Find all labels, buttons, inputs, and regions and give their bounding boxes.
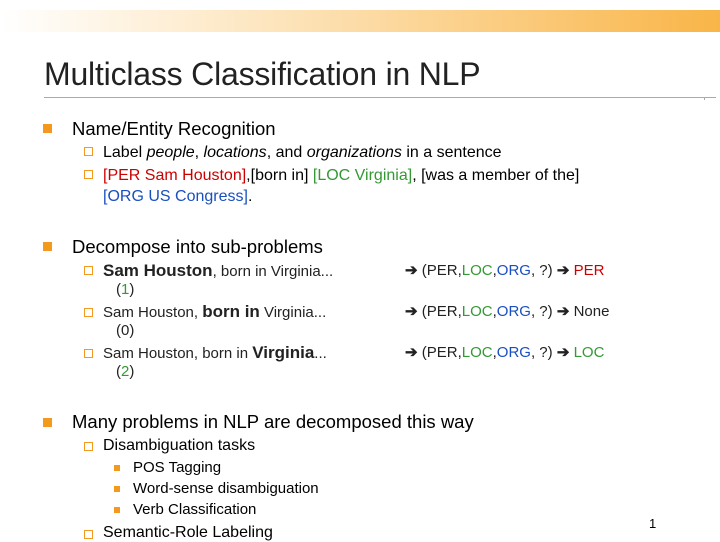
square-bullet-icon [43,124,52,133]
tuple-comma: , [492,262,497,279]
context-text: ... [314,345,327,362]
arrow-right-icon: ➔ [556,303,570,320]
hollow-square-bullet-icon [84,530,93,539]
tuple-org: ORG [496,344,531,361]
text-member-of: , [was a member of the] [412,167,580,184]
text-period: . [247,188,253,205]
focus-word: Virginia [252,343,315,362]
index-number: 0 [121,322,130,339]
arrow-right-icon: ➔ [405,262,418,279]
result-label: None [573,303,610,320]
paren: ( [116,363,121,380]
bullet-many-problems: Many problems in NLP are decomposed this way [72,411,474,432]
tuple-loc: LOC [461,303,493,320]
header-gradient-bar [0,10,720,32]
square-bullet-icon [43,418,52,427]
list-item-verb-classification: Verb Classification [133,501,257,518]
subproblem-3-text [103,343,327,363]
arrow-right-icon: ➔ [556,262,570,279]
slide-title: Multiclass Classification in NLP [44,56,481,92]
subbullet-example-line2 [103,187,252,206]
hollow-square-bullet-icon [84,147,93,156]
paren: ( [116,281,121,298]
tuple-comma: , [492,344,497,361]
list-item-word-sense: Word-sense disambiguation [133,480,319,497]
result-label: PER [573,262,605,279]
text-organizations: organizations [306,144,402,161]
subbullet-label-entities [103,143,502,162]
subbullet-example-line1 [103,166,579,185]
square-bullet-icon [114,486,120,492]
text-and: , and [266,144,307,161]
hollow-square-bullet-icon [84,349,93,358]
arrow-right-icon: ➔ [405,303,418,320]
subbullet-semantic-role: Semantic-Role Labeling [103,524,273,541]
text-locations: locations [203,144,267,161]
tuple-org: ORG [496,262,531,279]
tag-loc: [LOC Virginia] [312,167,413,184]
text-in-sentence: in a sentence [401,144,502,161]
title-underline [44,97,716,98]
hollow-square-bullet-icon [84,266,93,275]
bullet-decompose: Decompose into sub-problems [72,236,323,257]
index-number: 1 [121,281,130,298]
subproblem-3-index [116,363,134,380]
tag-per: [PER Sam Houston] [103,167,247,184]
text-comma: , [194,144,204,161]
arrow-right-icon: ➔ [556,344,570,361]
subproblem-2-classification [405,302,609,320]
page-number: 1 [649,516,657,531]
tuple-org: ORG [496,303,531,320]
square-bullet-icon [114,465,120,471]
paren: ) [129,363,135,380]
square-bullet-icon [114,507,120,513]
bullet-name-entity-recognition: Name/Entity Recognition [72,118,276,139]
tuple-rest: , ?) [530,262,553,279]
paren: ) [129,281,135,298]
tuple-comma: , [492,303,497,320]
subproblem-1-text [103,261,333,281]
paren: ) [129,322,135,339]
hollow-square-bullet-icon [84,442,93,451]
subproblem-3-classification [405,343,604,361]
paren: ( [116,322,121,339]
subproblem-2-index [116,322,134,339]
context-text: Sam Houston, [103,304,203,321]
tuple-per: (PER, [421,303,462,320]
tuple-per: (PER, [421,262,462,279]
context-text: Sam Houston, born in [103,345,253,362]
text-label: Label [103,144,147,161]
title-underline-tick [704,97,705,100]
focus-word: born in [202,302,260,321]
subproblem-1-index [116,281,134,298]
subbullet-disambiguation: Disambiguation tasks [103,437,256,454]
square-bullet-icon [43,242,52,251]
tuple-loc: LOC [461,344,493,361]
focus-word: Sam Houston [103,261,213,280]
text-people: people [146,144,195,161]
tuple-loc: LOC [461,262,493,279]
index-number: 2 [121,363,130,380]
hollow-square-bullet-icon [84,308,93,317]
subproblem-1-classification [405,261,604,279]
tuple-per: (PER, [421,344,462,361]
subproblem-2-text [103,302,326,322]
arrow-right-icon: ➔ [405,344,418,361]
tuple-rest: , ?) [530,344,553,361]
list-item-pos-tagging: POS Tagging [133,459,222,476]
tag-org: [ORG US Congress] [103,188,248,205]
context-text: Virginia... [259,304,327,321]
hollow-square-bullet-icon [84,170,93,179]
result-label: LOC [573,344,605,361]
text-born-in: ,[born in] [246,167,313,184]
context-text: , born in Virginia... [212,263,334,280]
tuple-rest: , ?) [530,303,553,320]
